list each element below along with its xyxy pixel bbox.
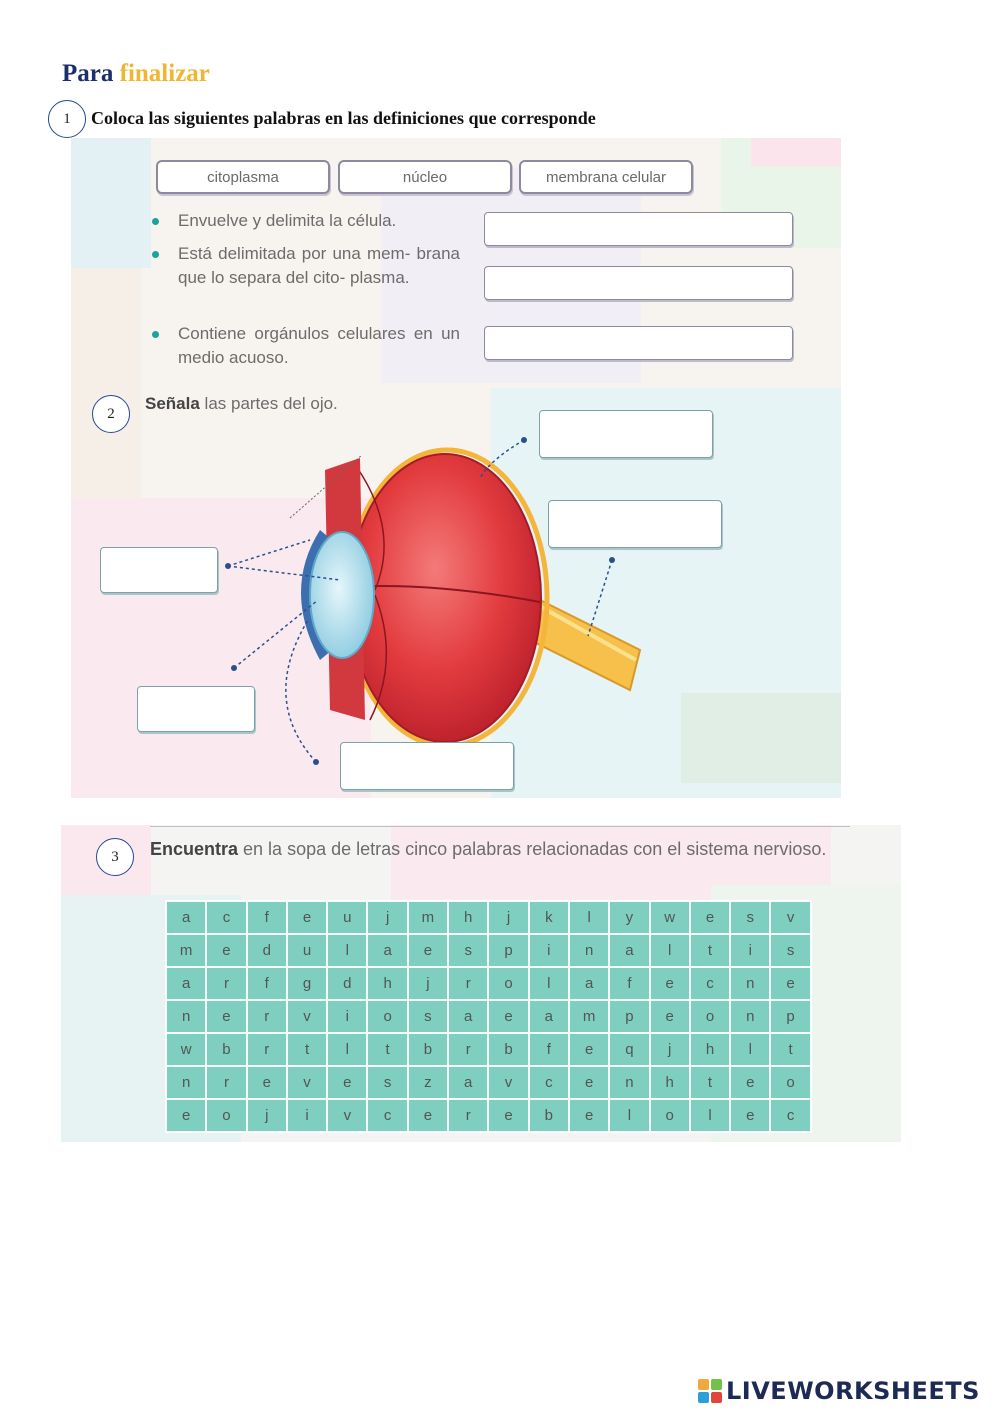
grid-cell[interactable]: f: [247, 901, 287, 934]
grid-cell[interactable]: j: [488, 901, 528, 934]
grid-cell[interactable]: e: [408, 1099, 448, 1132]
grid-cell[interactable]: y: [609, 901, 649, 934]
grid-cell[interactable]: l: [650, 934, 690, 967]
grid-cell[interactable]: r: [448, 1099, 488, 1132]
grid-cell[interactable]: w: [166, 1033, 206, 1066]
grid-cell[interactable]: i: [287, 1099, 327, 1132]
grid-cell[interactable]: a: [367, 934, 407, 967]
definition-1: Envuelve y delimita la célula.: [178, 211, 397, 230]
question-3-number: 3: [96, 838, 134, 876]
grid-cell[interactable]: e: [770, 967, 810, 1000]
question-2-rest: las partes del ojo.: [199, 394, 338, 413]
eye-label-field-1[interactable]: [539, 410, 713, 458]
grid-cell[interactable]: j: [408, 967, 448, 1000]
word-chip-membrana-celular[interactable]: membrana celular: [519, 160, 693, 194]
grid-cell[interactable]: e: [206, 934, 246, 967]
grid-cell[interactable]: f: [247, 967, 287, 1000]
grid-cell[interactable]: t: [770, 1033, 810, 1066]
grid-cell[interactable]: c: [770, 1099, 810, 1132]
grid-cell[interactable]: l: [609, 1099, 649, 1132]
word-chip-nucleo[interactable]: núcleo: [338, 160, 512, 194]
grid-cell[interactable]: i: [327, 1000, 367, 1033]
question-3-divider: [150, 826, 850, 827]
grid-cell[interactable]: u: [327, 901, 367, 934]
grid-cell[interactable]: t: [367, 1033, 407, 1066]
grid-cell[interactable]: q: [609, 1033, 649, 1066]
grid-cell[interactable]: e: [569, 1033, 609, 1066]
grid-cell[interactable]: o: [367, 1000, 407, 1033]
grid-cell[interactable]: l: [730, 1033, 770, 1066]
grid-cell[interactable]: m: [569, 1000, 609, 1033]
grid-cell[interactable]: v: [770, 901, 810, 934]
grid-cell[interactable]: t: [690, 934, 730, 967]
grid-cell[interactable]: e: [206, 1000, 246, 1033]
grid-cell[interactable]: c: [367, 1099, 407, 1132]
grid-cell[interactable]: m: [166, 934, 206, 967]
grid-cell[interactable]: l: [327, 934, 367, 967]
grid-cell[interactable]: g: [287, 967, 327, 1000]
grid-cell[interactable]: b: [206, 1033, 246, 1066]
grid-cell[interactable]: b: [488, 1033, 528, 1066]
grid-cell[interactable]: a: [166, 901, 206, 934]
grid-cell[interactable]: v: [287, 1000, 327, 1033]
grid-cell[interactable]: n: [166, 1066, 206, 1099]
grid-cell[interactable]: z: [408, 1066, 448, 1099]
title-word-1: Para: [62, 60, 114, 87]
grid-cell[interactable]: e: [247, 1066, 287, 1099]
grid-cell[interactable]: l: [529, 967, 569, 1000]
grid-cell[interactable]: p: [488, 934, 528, 967]
grid-cell[interactable]: t: [690, 1066, 730, 1099]
question-1-instruction: Coloca las siguientes palabras en las definiciones que corresponde: [91, 108, 596, 128]
liveworksheets-logo: [698, 1377, 980, 1405]
lens: [310, 532, 374, 658]
grid-cell[interactable]: a: [448, 1000, 488, 1033]
grid-cell[interactable]: s: [408, 1000, 448, 1033]
grid-cell[interactable]: r: [448, 1033, 488, 1066]
grid-cell[interactable]: s: [770, 934, 810, 967]
question-2-verb: Señala: [145, 394, 200, 413]
grid-cell[interactable]: v: [287, 1066, 327, 1099]
grid-cell[interactable]: e: [569, 1066, 609, 1099]
grid-cell[interactable]: n: [569, 934, 609, 967]
grid-cell[interactable]: a: [448, 1066, 488, 1099]
grid-cell[interactable]: s: [367, 1066, 407, 1099]
grid-cell[interactable]: a: [609, 934, 649, 967]
question-3-verb: Encuentra: [150, 839, 239, 859]
logo-text: LIVEWORKSHEETS: [726, 1377, 980, 1405]
grid-cell[interactable]: v: [327, 1099, 367, 1132]
grid-cell[interactable]: j: [247, 1099, 287, 1132]
eye-label-field-3[interactable]: [100, 547, 218, 593]
grid-cell[interactable]: r: [206, 1066, 246, 1099]
grid-cell[interactable]: h: [650, 1066, 690, 1099]
grid-cell[interactable]: c: [206, 901, 246, 934]
grid-cell[interactable]: e: [166, 1099, 206, 1132]
grid-cell[interactable]: r: [448, 967, 488, 1000]
grid-cell[interactable]: f: [609, 967, 649, 1000]
grid-cell[interactable]: i: [730, 934, 770, 967]
grid-cell[interactable]: e: [730, 1099, 770, 1132]
grid-cell[interactable]: c: [529, 1066, 569, 1099]
grid-cell[interactable]: r: [206, 967, 246, 1000]
question-3-rest: en la sopa de letras cinco palabras relacionadas con el sistema nervioso.: [238, 839, 827, 859]
grid-cell[interactable]: e: [690, 901, 730, 934]
grid-cell[interactable]: f: [529, 1033, 569, 1066]
grid-cell[interactable]: e: [569, 1099, 609, 1132]
eye-label-field-4[interactable]: [137, 686, 255, 732]
grid-cell[interactable]: h: [367, 967, 407, 1000]
grid-cell[interactable]: a: [569, 967, 609, 1000]
grid-cell[interactable]: e: [650, 1000, 690, 1033]
grid-cell[interactable]: e: [488, 1000, 528, 1033]
grid-cell[interactable]: v: [488, 1066, 528, 1099]
grid-cell[interactable]: l: [327, 1033, 367, 1066]
grid-cell[interactable]: r: [247, 1000, 287, 1033]
eye-label-field-2[interactable]: [548, 500, 722, 548]
grid-cell[interactable]: d: [327, 967, 367, 1000]
grid-cell[interactable]: e: [730, 1066, 770, 1099]
grid-cell[interactable]: h: [690, 1033, 730, 1066]
grid-cell[interactable]: o: [488, 967, 528, 1000]
grid-cell[interactable]: e: [327, 1066, 367, 1099]
grid-cell[interactable]: o: [770, 1066, 810, 1099]
word-search-grid: [165, 900, 812, 1133]
grid-cell[interactable]: t: [287, 1033, 327, 1066]
grid-cell[interactable]: n: [730, 967, 770, 1000]
question-3-instruction: [150, 836, 850, 863]
grid-cell[interactable]: w: [650, 901, 690, 934]
grid-cell[interactable]: s: [730, 901, 770, 934]
word-chip-citoplasma[interactable]: citoplasma: [156, 160, 330, 194]
grid-cell[interactable]: h: [448, 901, 488, 934]
grid-cell[interactable]: e: [408, 934, 448, 967]
grid-cell[interactable]: e: [488, 1099, 528, 1132]
definition-3: Contiene orgánulos celulares en un medio acuoso.: [178, 324, 460, 367]
grid-cell[interactable]: d: [247, 934, 287, 967]
grid-cell[interactable]: e: [287, 901, 327, 934]
question-1-number: 1: [48, 100, 86, 138]
logo-icon: [698, 1379, 722, 1403]
grid-cell[interactable]: p: [609, 1000, 649, 1033]
grid-cell[interactable]: j: [367, 901, 407, 934]
grid-cell[interactable]: u: [287, 934, 327, 967]
grid-cell[interactable]: b: [408, 1033, 448, 1066]
grid-cell[interactable]: p: [770, 1000, 810, 1033]
grid-cell[interactable]: n: [730, 1000, 770, 1033]
grid-cell[interactable]: o: [206, 1099, 246, 1132]
title-word-2: finalizar: [119, 60, 210, 87]
grid-cell[interactable]: a: [166, 967, 206, 1000]
grid-cell[interactable]: n: [609, 1066, 649, 1099]
grid-cell[interactable]: e: [650, 967, 690, 1000]
grid-cell[interactable]: n: [166, 1000, 206, 1033]
grid-cell[interactable]: r: [247, 1033, 287, 1066]
grid-cell[interactable]: l: [569, 901, 609, 934]
grid-cell[interactable]: a: [529, 1000, 569, 1033]
grid-cell[interactable]: b: [529, 1099, 569, 1132]
question-2-number: 2: [92, 395, 130, 433]
grid-cell[interactable]: j: [650, 1033, 690, 1066]
grid-cell[interactable]: s: [448, 934, 488, 967]
grid-cell[interactable]: m: [408, 901, 448, 934]
eye-label-field-5[interactable]: [340, 742, 514, 790]
grid-cell[interactable]: l: [690, 1099, 730, 1132]
grid-cell[interactable]: k: [529, 901, 569, 934]
grid-cell[interactable]: c: [690, 967, 730, 1000]
definition-2: Está delimitada por una mem- brana que lo separa del cito- plasma.: [178, 244, 460, 287]
grid-cell[interactable]: o: [650, 1099, 690, 1132]
grid-cell[interactable]: i: [529, 934, 569, 967]
grid-cell[interactable]: o: [690, 1000, 730, 1033]
